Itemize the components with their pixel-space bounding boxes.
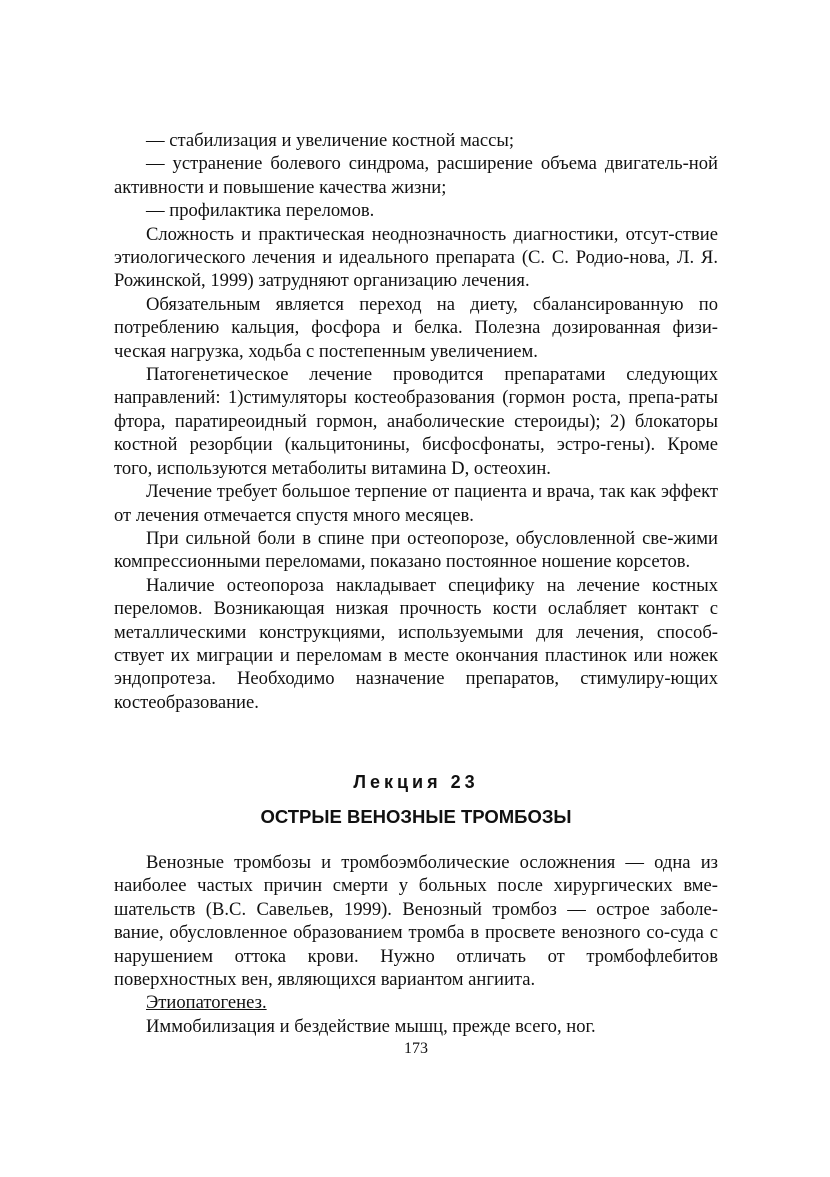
paragraph: Венозные тромбозы и тромбоэмболические осложнения — одна из наиболее частых причин смерти у больных после хирургических вме-шательств (В.С. Савельев, 1999). Венозный тромбоз — острое заболе-вание, обусловленное образованием тромба в просвете венозного со-суда с нарушением оттока крови. Нужно отличать от тромбофлебитов поверхностных вен, являющихся вариантом ангиита. (114, 852, 718, 991)
subheading (114, 991, 718, 1014)
chapter-title: ОСТРЫЕ ВЕНОЗНЫЕ ТРОМБОЗЫ (260, 806, 572, 827)
page-number: 173 (404, 1040, 428, 1057)
paragraph: При сильной боли в спине при остеопорозе, обусловленной све-жими компрессионными переломами, показано постоянное ношение корсетов. (114, 527, 718, 573)
paragraph: Иммобилизация и бездействие мышц, прежде всего, ног. (146, 1015, 596, 1037)
paragraph: Патогенетическое лечение проводится препаратами следующих направлений: 1)стимуляторы костеобразования (гормон роста, препа-раты фтора, паратиреоидный гормон, анаболические стероиды); 2) блокаторы костной резорбции (кальцитонины, бисфосфонаты, эстро-гены). Кроме того, используются метаболиты витамина D, остеохин. (114, 364, 718, 479)
paragraph: Сложность и практическая неоднозначность диагностики, отсут-ствие этиологического лечения и идеального препарата (С. С. Родио-нова, Л. Я. Рожинской, 1999) затрудняют организацию лечения. (114, 223, 718, 292)
list-item: — профилактика переломов. (146, 200, 375, 222)
paragraph: Наличие остеопороза накладывает специфику на лечение костных переломов. Возникающая низкая прочность кости ослабляет контакт с металлическими конструкциями, используемыми для лечения, способ-ствует их миграции и переломам в месте окончания пластинок или ножек эндопротеза. Необходимо назначение препаратов, стимулиру-ющих костеобразование. (114, 574, 718, 713)
subheading-text: Этиопатогенез. (146, 992, 267, 1014)
paragraph: Лечение требует большое терпение от пациента и врача, так как эффект от лечения отмечается спустя много месяцев. (114, 481, 718, 526)
text-block-top (114, 129, 718, 714)
list-item: — стабилизация и увеличение костной массы; (146, 130, 515, 151)
list-item: — устранение болевого синдрома, расширение объема двигатель-ной активности и повышение качества жизни; (114, 153, 718, 198)
paragraph: Обязательным является переход на диету, сбалансированную по потреблению кальция, фосфора и белка. Полезна дозированная физи-ческая нагрузка, ходьба с постепенным увеличением. (114, 293, 718, 362)
lecture-label: Лекция 23 (353, 772, 479, 792)
text-block-lecture (114, 851, 718, 1038)
